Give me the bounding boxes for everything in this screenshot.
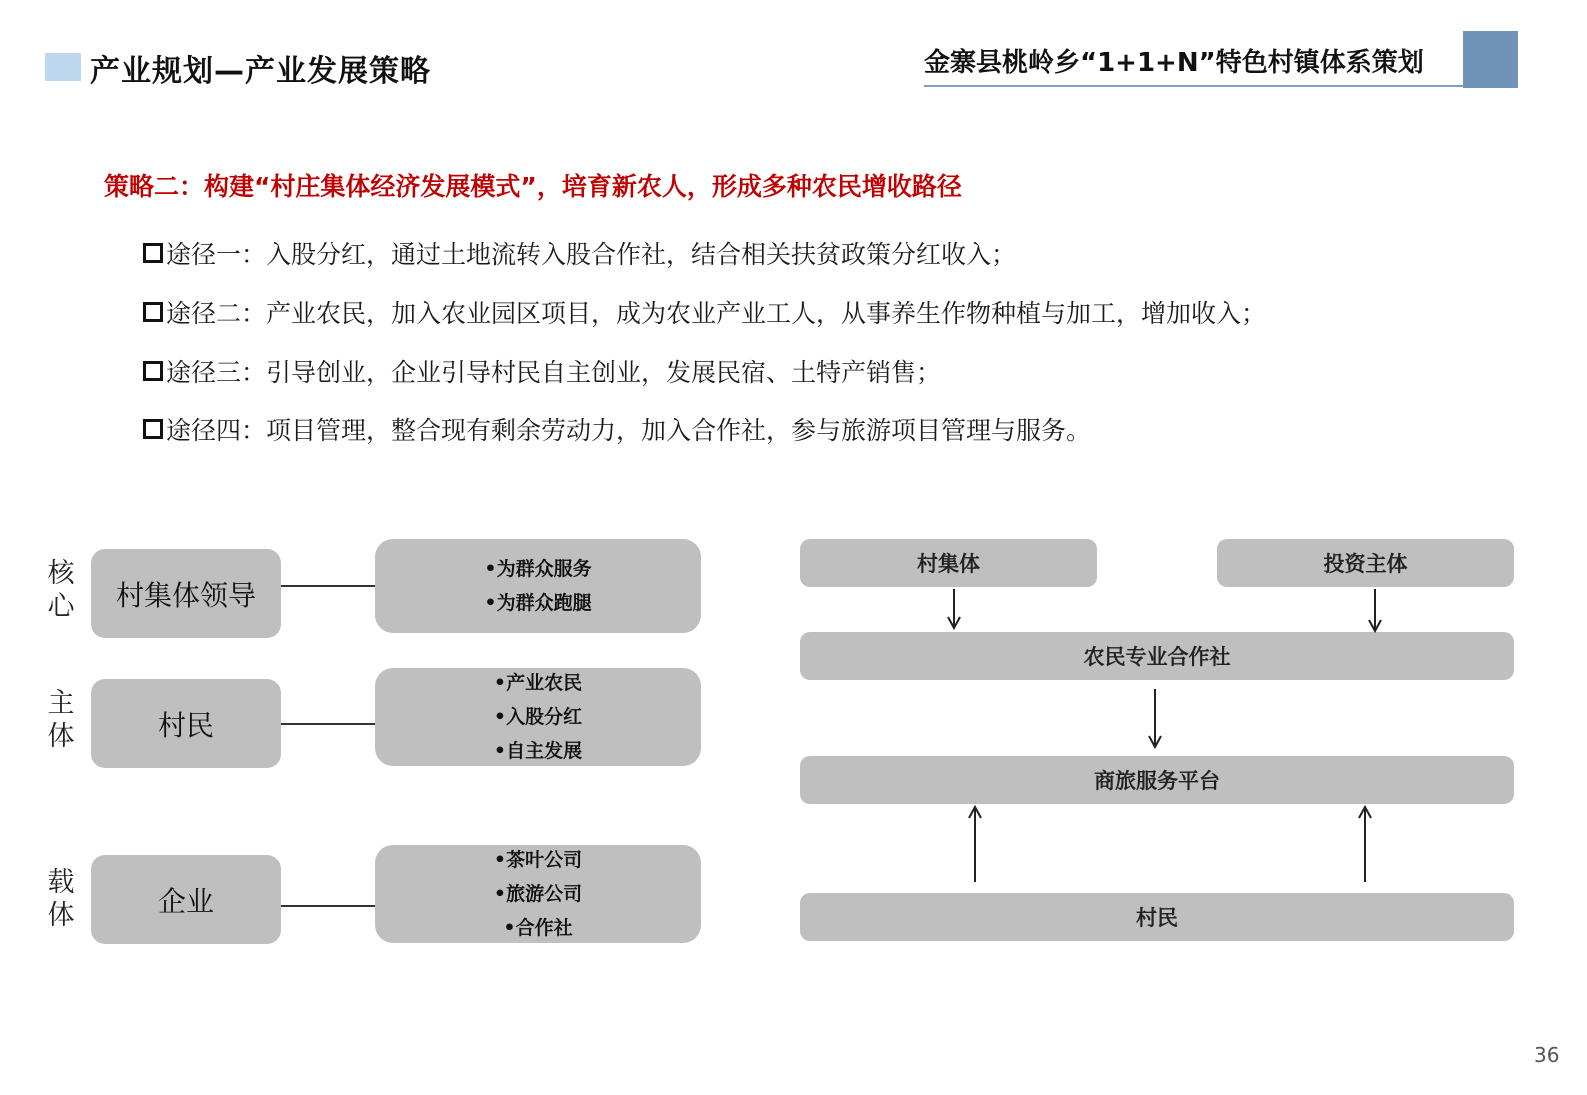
detail-item: •为群众跑腿	[484, 592, 592, 614]
detail-item: •合作社	[503, 917, 573, 939]
side-label-core: 核心	[47, 558, 75, 622]
flow-box-cooperative: 农民专业合作社	[800, 632, 1514, 680]
path-text: 途径四：项目管理，整合现有剩余劳动力，加入合作社，参与旅游项目管理与服务。	[166, 416, 1092, 445]
project-title: 金寨县桃岭乡“1+1+N”特色村镇体系策划	[924, 48, 1424, 78]
detail-item: •自主发展	[493, 740, 583, 762]
detail-item: •为群众服务	[484, 558, 592, 580]
flow-box-platform: 商旅服务平台	[800, 756, 1514, 804]
flow-box-investor: 投资主体	[1217, 539, 1514, 587]
page-number: 36	[1534, 1043, 1560, 1067]
detail-item: •旅游公司	[493, 883, 583, 905]
flow-box-village-collective: 村集体	[800, 539, 1097, 587]
section-title: 产业规划—产业发展策略	[90, 54, 431, 89]
role-box-village-leader: 村集体领导	[91, 549, 281, 638]
strategy-heading: 策略二：构建“村庄集体经济发展模式”，培育新农人，形成多种农民增收路径	[104, 172, 962, 201]
detail-item: •入股分红	[493, 706, 583, 728]
path-text: 途径三：引导创业，企业引导村民自主创业，发展民宿、土特产销售；	[166, 358, 942, 387]
role-box-enterprise: 企业	[91, 855, 281, 944]
role-box-villagers: 村民	[91, 679, 281, 768]
path-text: 途径二：产业农民，加入农业园区项目，成为农业产业工人，从事养生作物种植与加工，增加收入；	[166, 299, 1267, 328]
path-text: 途径一：入股分红，通过土地流转入股合作社，结合相关扶贫政策分红收入；	[166, 240, 1017, 269]
side-label-carrier: 载体	[47, 867, 75, 931]
detail-item: •茶叶公司	[493, 849, 583, 871]
side-label-subject: 主体	[47, 688, 75, 752]
flow-box-villagers: 村民	[800, 893, 1514, 941]
detail-item: •产业农民	[493, 672, 583, 694]
